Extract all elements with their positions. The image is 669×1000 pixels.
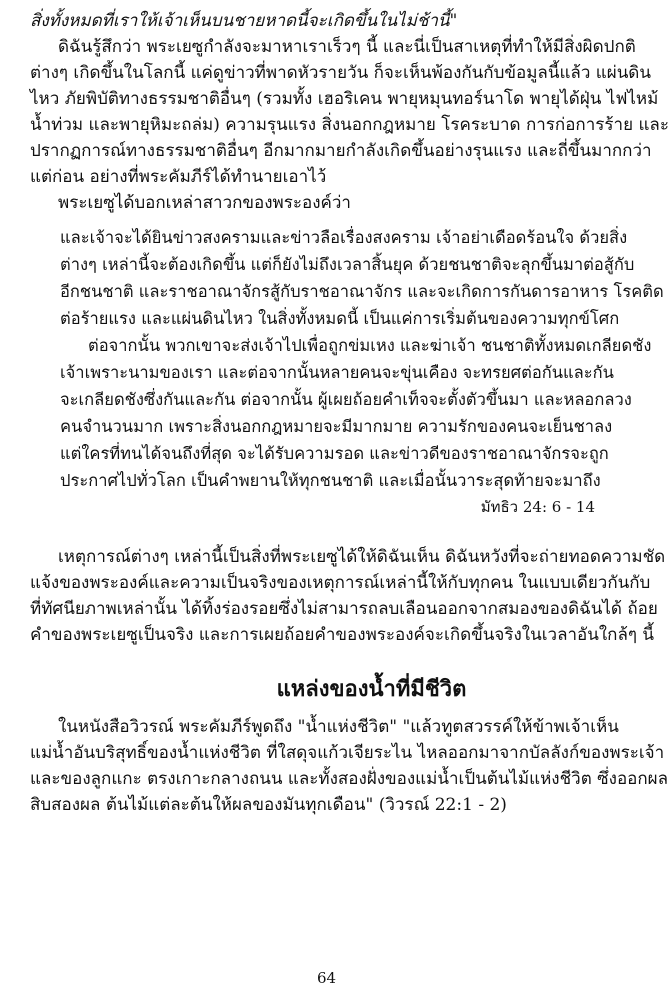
quote-line: คนจำนวนมาก เพราะสิ่งนอกกฎหมายจะมีมากมาย ความรักของคนจะเย็นชาลง	[60, 417, 613, 436]
intro-line: พระเยซูได้บอกเหล่าสาวกของพระองค์ว่า	[58, 193, 351, 213]
paragraph-line: สิบสองผล ต้นไม้แต่ละต้นให้ผลของมันทุกเดือน" (วิวรณ์ 22:1 - 2)	[30, 795, 507, 815]
paragraph-line: แจ้งของพระองค์และความเป็นจริงของเหตุการณ์เหล่านี้ให้กับทุกคน ในแบบเดียวกันกับ	[30, 573, 651, 593]
paragraph-line: ในหนังสือวิวรณ์ พระคัมภีร์พูดถึง "น้ำแห่งชีวิต" "แล้วทูตสวรรค์ให้ข้าพเจ้าเห็น	[58, 717, 619, 737]
intro-line: ต่างๆ เกิดขึ้นในโลกนี้ แค่ดูข่าวที่พาดหัวรายวัน ก็จะเห็นพ้องกันกับข้อมูลนี้แล้ว แผ่นดิน	[30, 63, 651, 83]
quote-line: อีกชนชาติ และราชอาณาจักรสู้กับราชอาณาจักร และจะเกิดการกันดารอาหาร โรคติด	[60, 282, 664, 301]
paragraph-line: เหตุการณ์ต่างๆ เหล่านี้เป็นสิ่งที่พระเยซูได้ให้ดิฉันเห็น ดิฉันหวังที่จะถ่ายทอดความชัด	[58, 547, 666, 567]
quote-line: ประกาศไปทั่วโลก เป็นคำพยานให้ทุกชนชาติ และเมื่อนั้นวาระสุดท้ายจะมาถึง	[60, 471, 601, 490]
after-quote-block	[30, 544, 666, 648]
quote-line: ต่อร้ายแรง และแผ่นดินไหว ในสิ่งทั้งหมดนี้ เป็นแค่การเริ่มต้นของความทุกข์โศก	[60, 309, 620, 328]
intro-line: ดิฉันรู้สึกว่า พระเยซูกำลังจะมาหาเราเร็วๆ นี้ และนี่เป็นสาเหตุที่ทำให้มีสิ่งผิดปกติ	[58, 37, 636, 57]
scripture-quote	[30, 224, 664, 520]
intro-italic-line: สิ่งทั้งหมดที่เราให้เจ้าเห็นบนชายหาดนี้จะเกิดขึ้นในไม่ช้านี้"	[30, 11, 458, 31]
quote-reference: มัทธิว 24: 6 - 14	[480, 498, 595, 516]
quote-line: ต่างๆ เหล่านี้จะต้องเกิดขึ้น แต่ก็ยังไม่ถึงเวลาสิ้นยุค ด้วยชนชาติจะลุกขึ้นมาต่อสู้กับ	[60, 255, 635, 274]
paragraph-line: คำของพระเยซูเป็นจริง และการเผยถ้อยคำของพระองค์จะเกิดขึ้นจริงในเวลาอันใกล้ๆ นี้	[30, 625, 655, 645]
paragraph-line: แม่น้ำอันบริสุทธิ์ของน้ำแห่งชีวิต ที่ใสดุจแก้วเจียระไน ไหลออกมาจากบัลลังก์ของพระเจ้า	[30, 743, 665, 763]
quote-line: เจ้าเพราะนามของเรา และต่อจากนั้นหลายคนจะขุ่นเคือง จะทรยศต่อกันและกัน	[60, 363, 614, 382]
paragraph-line: และของลูกแกะ ตรงเกาะกลางถนน และทั้งสองฝั่งของแม่น้ำเป็นต้นไม้แห่งชีวิต ซึ่งออกผล	[30, 769, 669, 789]
page-number: 64	[316, 969, 337, 987]
quote-line: จะเกลียดชังซึ่งกันและกัน ต่อจากนั้น ผู้เผยถ้อยคำเท็จจะตั้งตัวขึ้นมา และหลอกลวง	[60, 390, 632, 409]
quote-line: และเจ้าจะได้ยินข่าวสงครามและข่าวลือเรื่องสงคราม เจ้าอย่าเดือดร้อนใจ ด้วยสิ่ง	[60, 228, 628, 247]
section-body	[30, 714, 669, 818]
intro-line: ไหว ภัยพิบัติทางธรรมชาติอื่นๆ (รวมทั้ง เฮอริเคน พายุหมุนทอร์นาโด พายุได้ฝุ่น ไฟไหม้	[30, 89, 659, 109]
paragraph-line: ที่ทัศนียภาพเหล่านั้น ได้ทิ้งร่องรอยซึ่งไม่สามารถลบเลือนออกจากสมองของดิฉันได้ ถ้อย	[30, 599, 658, 619]
section-heading: แหล่งของน้ำที่มีชีวิต	[276, 676, 467, 702]
intro-line: แต่ก่อน อย่างที่พระคัมภีร์ได้ทำนายเอาไว้	[30, 167, 327, 187]
intro-line: น้ำท่วม และพายุหิมะถล่ม) ความรุนแรง สิ่งนอกกฎหมาย โรคระบาด การก่อการร้าย และ	[30, 115, 669, 135]
intro-block	[30, 8, 669, 216]
quote-line: แต่ใครที่ทนได้จนถึงที่สุด จะได้รับความรอด และข่าวดีของราชอาณาจักรจะถูก	[60, 444, 609, 463]
intro-line: ปรากฏการณ์ทางธรรมชาติอื่นๆ อีกมากมายกำลังเกิดขึ้นอย่างรุนแรง และถี่ขึ้นมากกว่า	[30, 141, 652, 161]
quote-line: ต่อจากนั้น พวกเขาจะส่งเจ้าไปเพื่อถูกข่มเหง และฆ่าเจ้า ชนชาติทั้งหมดเกลียดชัง	[88, 336, 652, 355]
